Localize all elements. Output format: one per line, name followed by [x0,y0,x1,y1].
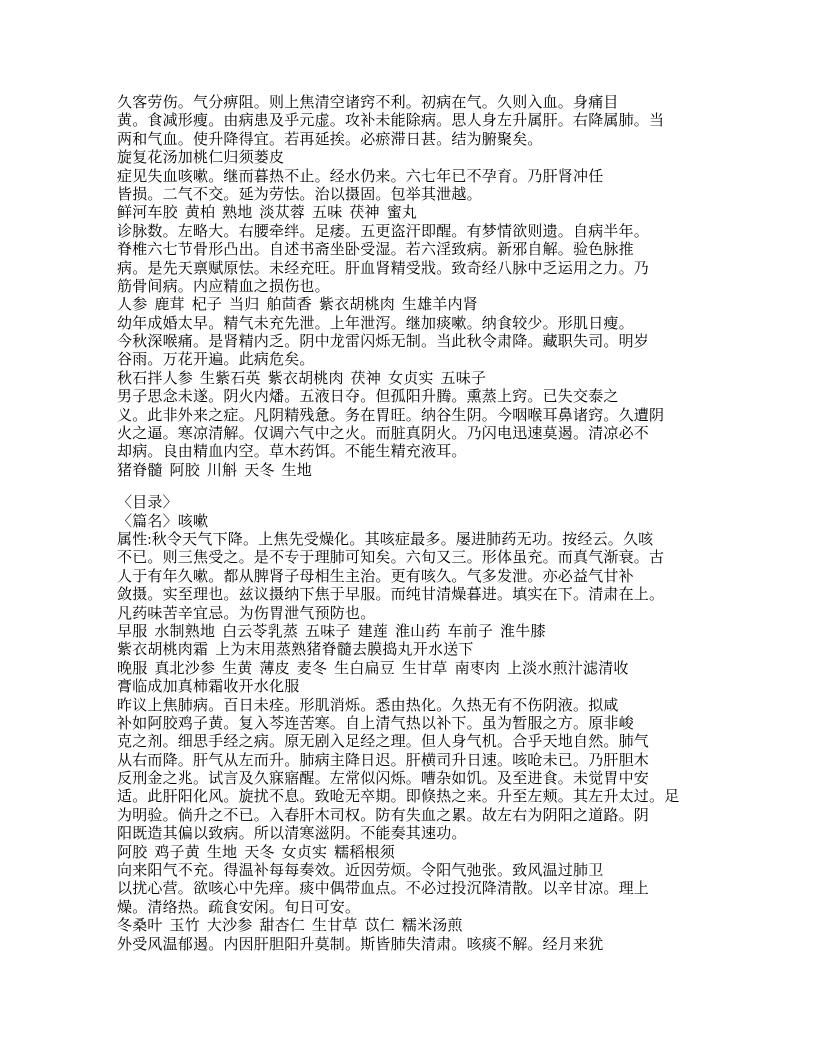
text-line: 旋复花汤加桃仁归须蒌皮 [117,150,285,167]
text-line: 阿胶 鸡子黄 生地 天冬 女贞实 糯稻根须 [117,844,395,861]
text-line: 男子思念未遂。阴火内燔。五液日夺。但孤阳升腾。熏蒸上窍。已失交泰之 [117,389,619,406]
text-line: 脊椎六七节骨形凸出。自述书斋坐卧受湿。若六淫致病。新邪自解。验色脉推 [117,242,634,259]
text-line: 皆损。二气不交。延为劳怯。治以摄固。包举其泄越。 [117,186,482,203]
text-line: 不已。则三焦受之。是不专于理肺可知矣。六旬又三。形体虽充。而真气渐衰。古 [117,550,665,567]
text-line: 猪脊髓 阿胶 川斛 天冬 生地 [117,462,313,479]
text-line: 紫衣胡桃肉霜 上为末用蒸熟猪脊髓去膜捣丸开水送下 [117,642,474,659]
text-line: 病。是先天禀赋原怯。未经充旺。肝血肾精受戕。致奇经八脉中乏运用之力。乃 [117,260,650,277]
text-line: 适。此肝阳化风。旋扰不息。致呛无卒期。即倏热之来。升至左颊。其左升太过。足 [117,789,680,806]
text-line: 鲜河车胶 黄柏 熟地 淡苁蓉 五味 茯神 蜜丸 [117,205,418,222]
text-line: 昨议上焦肺病。百日未痊。形肌消烁。悉由热化。久热无有不伤阴液。拟咸 [117,697,619,714]
text-line: 〈目录〉 [117,495,178,512]
text-line: 谷雨。万花开遍。此病危矣。 [117,352,315,369]
text-line: 〈篇名〉咳嗽 [117,513,209,530]
text-line: 为明验。倘升之不已。入春肝木司权。防有失血之累。故左右为阴阳之道路。阴 [117,807,650,824]
text-line: 秋石拌人参 生紫石英 紫衣胡桃肉 茯神 女贞实 五味子 [117,370,487,387]
document-text [117,94,737,954]
text-line: 膏临成加真柿霜收开水化服 [117,679,300,696]
text-line: 筋骨间病。内应精血之损伤也。 [117,278,330,295]
text-line: 黄。食减形瘦。由病患及乎元虚。攻补未能除病。思人身左升属肝。右降属肺。当 [117,113,665,130]
text-line: 义。此非外来之症。凡阴精残惫。务在胃旺。纳谷生阴。今咽喉耳鼻诸窍。久遭阴 [117,407,665,424]
text-line: 诊脉数。左略大。右腰牵绊。足痿。五更盗汗即醒。有梦情欲则遗。自病半年。 [117,223,650,240]
text-line: 燥。清络热。疏食安闲。旬日可安。 [117,899,361,916]
text-line: 症见失血咳嗽。继而暮热不止。经水仍来。六七年已不孕育。乃肝肾冲任 [117,168,604,185]
text-line: 久客劳伤。气分痹阻。则上焦清空诸窍不利。初病在气。久则入血。身痛目 [117,95,619,111]
text-line: 两和气血。使升降得宜。若再延挨。必瘀滞日甚。结为腑聚矣。 [117,131,543,148]
text-line: 补如阿胶鸡子黄。复入芩连苦寒。自上清气热以补下。虽为暂服之方。原非峻 [117,715,634,732]
text-line: 冬桑叶 玉竹 大沙参 甜杏仁 生甘草 苡仁 糯米汤煎 [117,918,463,935]
text-line: 克之剂。细思手经之病。原无剧入足经之理。但人身气机。合乎天地自然。肺气 [117,734,650,751]
text-line: 阳既造其偏以致病。所以清寒滋阴。不能奏其速功。 [117,826,467,843]
text-line: 向来阳气不充。得温补每每奏效。近因劳烦。令阳气弛张。致风温过肺卫 [117,863,604,880]
text-line: 今秋深喉痛。是肾精内乏。阴中龙雷闪烁无制。当此秋令肃降。藏职失司。明岁 [117,334,650,351]
text-line: 却病。良由精血内空。草木药饵。不能生精充液耳。 [117,444,467,461]
text-line: 人于有年久嗽。都从脾肾子母相生主治。更有咳久。气多发泄。亦必益气甘补 [117,568,634,585]
text-line: 以扰心营。欲咳心中先痒。痰中偶带血点。不必过投沉降清散。以辛甘凉。理上 [117,881,650,898]
text-line: 外受风温郁遏。内因肝胆阳升莫制。斯皆肺失清肃。咳痰不解。经月来犹 [117,936,604,953]
text-line: 敛摄。实至理也。兹议摄纳下焦于早服。而纯甘清燥暮进。填实在下。清肃在上。 [117,587,665,604]
text-line: 属性:秋令天气下降。上焦先受燥化。其咳症最多。屡进肺药无功。按经云。久咳 [117,531,654,548]
text-line: 凡药味苦辛宜忌。为伤胃泄气预防也。 [117,605,376,622]
text-line: 反刑金之兆。试言及久寐寤醒。左常似闪烁。嘈杂如饥。及至进食。未觉胃中安 [117,771,650,788]
text-line: 早服 水制熟地 白云苓乳蒸 五味子 建莲 淮山药 车前子 淮牛膝 [117,623,546,640]
text-line [117,480,737,494]
text-line: 从右而降。肝气从左而升。肺病主降日迟。肝横司升日速。咳呛未已。乃肝胆木 [117,752,650,769]
text-line: 火之逼。寒凉清解。仅调六气中之火。而脏真阴火。乃闪电迅速莫遏。清凉必不 [117,426,650,443]
text-line: 幼年成婚太早。精气未充先泄。上年泄泻。继加痰嗽。纳食较少。形肌日瘦。 [117,315,634,332]
text-line: 晚服 真北沙参 生黄 薄皮 麦冬 生白扁豆 生甘草 南枣肉 上淡水煎汁滤清收 [117,660,629,677]
text-line: 人参 鹿茸 杞子 当归 舶茴香 紫衣胡桃肉 生雄羊内肾 [117,297,478,314]
